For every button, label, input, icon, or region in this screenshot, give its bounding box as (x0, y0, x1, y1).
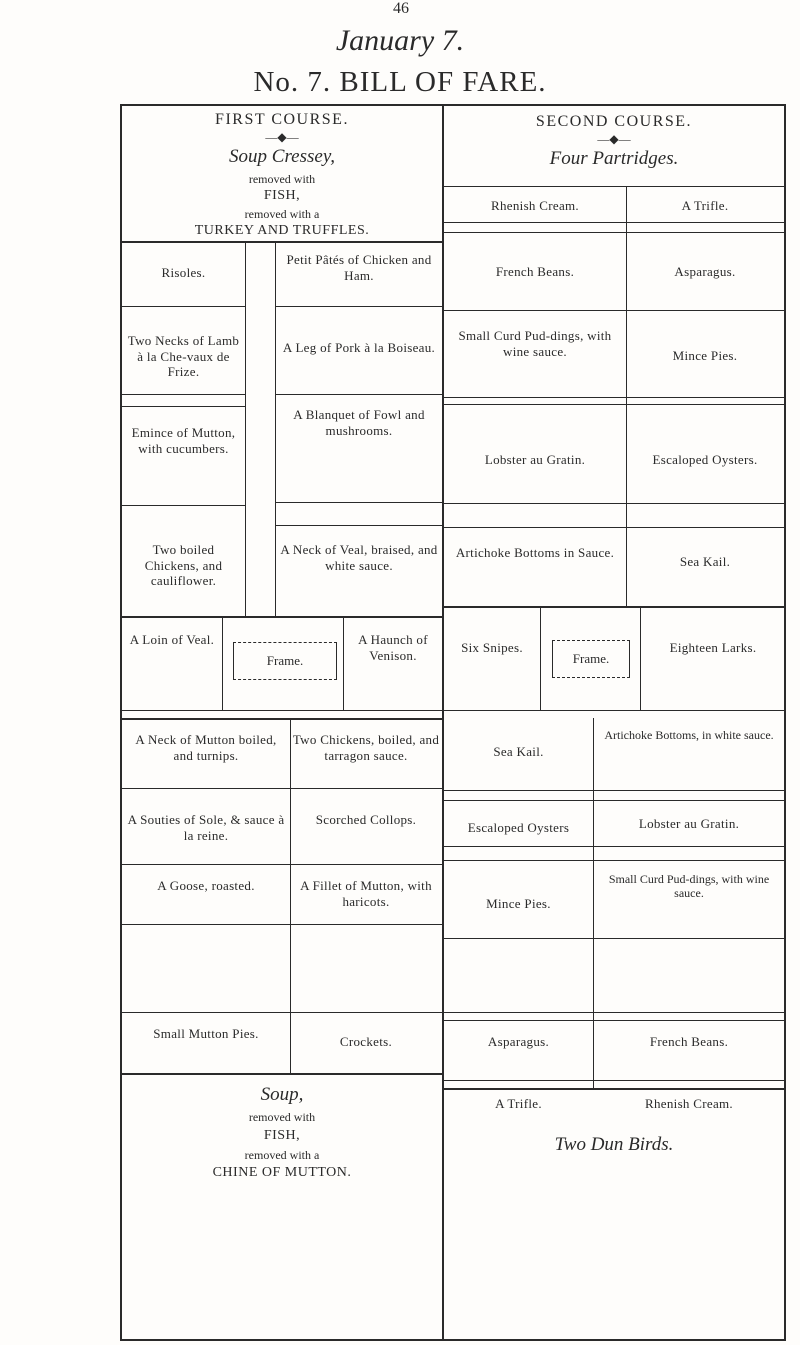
dish-french-beans: French Beans. (649, 1034, 729, 1049)
rule (444, 1080, 784, 1081)
frame-box (552, 640, 630, 678)
dish-fillet-of-mutton: A Fillet of Mutton, with haricots. (300, 878, 432, 909)
dish-souties-of-sole: A Souties of Sole, & sauce à la reine. (127, 812, 285, 843)
first-course-heading: FIRST COURSE. (215, 111, 349, 128)
rule (122, 616, 442, 618)
rule (122, 241, 442, 243)
dish-mince-pies: Mince Pies. (486, 896, 551, 911)
second-course-heading: SECOND COURSE. (535, 113, 693, 130)
dish-necks-of-lamb: Two Necks of Lamb à la Che-vaux de Frize. (127, 333, 240, 380)
dish-rhenish-cream: Rhenish Cream. (491, 198, 579, 213)
dish-boiled-chickens: Two boiled Chickens, and cauliflower. (144, 542, 223, 589)
rule (444, 232, 784, 233)
soup-removed-with: removed with (248, 172, 316, 186)
two-dun-birds: Two Dun Birds. (554, 1134, 674, 1155)
rule (640, 608, 641, 710)
frame-box (233, 642, 337, 680)
dish-french-beans: French Beans. (495, 264, 575, 279)
dish-blanquet: A Blanquet of Fowl and mushrooms. (293, 407, 425, 438)
dish-six-snipes: Six Snipes. (461, 640, 523, 655)
rule (275, 525, 442, 526)
dish-escaloped-oysters: Escaloped Oysters. (652, 452, 758, 467)
rule (275, 306, 442, 307)
rule (444, 503, 784, 504)
bill-title: No. 7. BILL OF FARE. (253, 66, 547, 98)
rule (444, 527, 784, 528)
rule (444, 310, 784, 311)
dish-leg-of-pork: A Leg of Pork à la Boiseau. (282, 340, 436, 355)
rule (784, 104, 786, 1341)
rule (122, 710, 442, 711)
rule (122, 864, 442, 865)
dish-haunch-of-venison: A Haunch of Venison. (358, 632, 428, 663)
soup-removed-with-a: removed with a (244, 1148, 320, 1162)
dish-trifle: A Trifle. (495, 1096, 542, 1111)
rule (122, 718, 442, 720)
turkey-and-truffles: TURKEY AND TRUFFLES. (194, 223, 370, 238)
rule (122, 394, 246, 395)
rule (444, 860, 784, 861)
rule (444, 800, 784, 801)
rule (222, 618, 223, 710)
rule (444, 846, 784, 847)
rule (444, 1012, 784, 1013)
rule (444, 710, 784, 711)
dish-artichoke-bottoms: Artichoke Bottoms in Sauce. (455, 545, 615, 560)
page-number: 46 (393, 0, 409, 17)
dish-scorched-collops: Scorched Collops. (315, 812, 417, 827)
rule (122, 1012, 442, 1013)
rule (343, 618, 344, 710)
rule (122, 505, 246, 506)
soup-cressey: Soup Cressey, (229, 146, 335, 167)
rule (444, 938, 784, 939)
dish-crockets: Crockets. (339, 1034, 393, 1049)
four-partridges: Four Partridges. (549, 148, 679, 169)
rule (275, 502, 442, 503)
rule (444, 1088, 784, 1090)
rule (290, 718, 291, 1074)
rule (275, 243, 276, 618)
dish-emince-of-mutton: Emince of Mutton, with cucumbers. (131, 425, 236, 456)
dish-two-chickens: Two Chickens, boiled, and tarragon sauce. (292, 732, 440, 763)
frame-label: Frame. (266, 653, 304, 668)
rule (444, 606, 784, 608)
rule (540, 608, 541, 710)
dish-neck-of-mutton: A Neck of Mutton boiled, and turnips. (135, 732, 277, 763)
dish-asparagus: Asparagus. (487, 1034, 550, 1049)
soup-removed-with-a: removed with a (244, 207, 320, 221)
rule (444, 186, 784, 187)
dish-petit-pates: Petit Pâtés of Chicken and Ham. (286, 252, 432, 283)
rule (122, 788, 442, 789)
dish-goose: A Goose, roasted. (157, 878, 255, 893)
ornament: —◆— (265, 130, 299, 144)
dish-loin-of-veal: A Loin of Veal. (129, 632, 215, 647)
rule (122, 924, 442, 925)
dish-small-mutton-pies: Small Mutton Pies. (153, 1026, 259, 1041)
chine-of-mutton: CHINE OF MUTTON. (212, 1165, 352, 1180)
rule (245, 243, 246, 618)
ornament: —◆— (597, 132, 631, 146)
rule (444, 397, 784, 398)
dish-sea-kail: Sea Kail. (679, 554, 731, 569)
dish-lobster-au-gratin: Lobster au Gratin. (638, 816, 740, 831)
rule (444, 222, 784, 223)
soup-removed-with: removed with (248, 1110, 316, 1124)
rule (122, 1073, 442, 1075)
dish-rissoles: Risoles. (161, 265, 206, 280)
dish-rhenish-cream: Rhenish Cream. (645, 1096, 733, 1111)
dish-small-curd-puddings: Small Curd Pud-dings, with wine sauce. (608, 872, 770, 901)
dish-artichoke-bottoms: Artichoke Bottoms, in white sauce. (604, 728, 774, 742)
dish-trifle: A Trifle. (681, 198, 729, 213)
soup-heading: Soup, (260, 1084, 304, 1105)
frame-label: Frame. (572, 651, 610, 666)
date-heading: January 7. (335, 24, 465, 57)
dish-lobster-au-gratin: Lobster au Gratin. (484, 452, 586, 467)
rule (120, 104, 786, 106)
rule (444, 1020, 784, 1021)
rule (122, 406, 246, 407)
soup-fish: FISH, (263, 1128, 301, 1143)
dish-sea-kail: Sea Kail. (493, 744, 544, 759)
rule (593, 718, 594, 1088)
rule (444, 790, 784, 791)
dish-eighteen-larks: Eighteen Larks. (669, 640, 757, 655)
dish-small-curd-puddings: Small Curd Pud-dings, with wine sauce. (458, 328, 612, 359)
rule (275, 394, 442, 395)
dish-asparagus: Asparagus. (674, 264, 736, 279)
rule (442, 104, 444, 1341)
dish-escaloped-oysters: Escaloped Oysters (467, 820, 570, 835)
rule (444, 404, 784, 405)
rule (120, 104, 122, 1341)
rule (122, 306, 246, 307)
dish-mince-pies: Mince Pies. (672, 348, 738, 363)
soup-fish: FISH, (263, 188, 301, 203)
dish-neck-of-veal: A Neck of Veal, braised, and white sauce. (280, 542, 438, 573)
rule (120, 1339, 786, 1341)
